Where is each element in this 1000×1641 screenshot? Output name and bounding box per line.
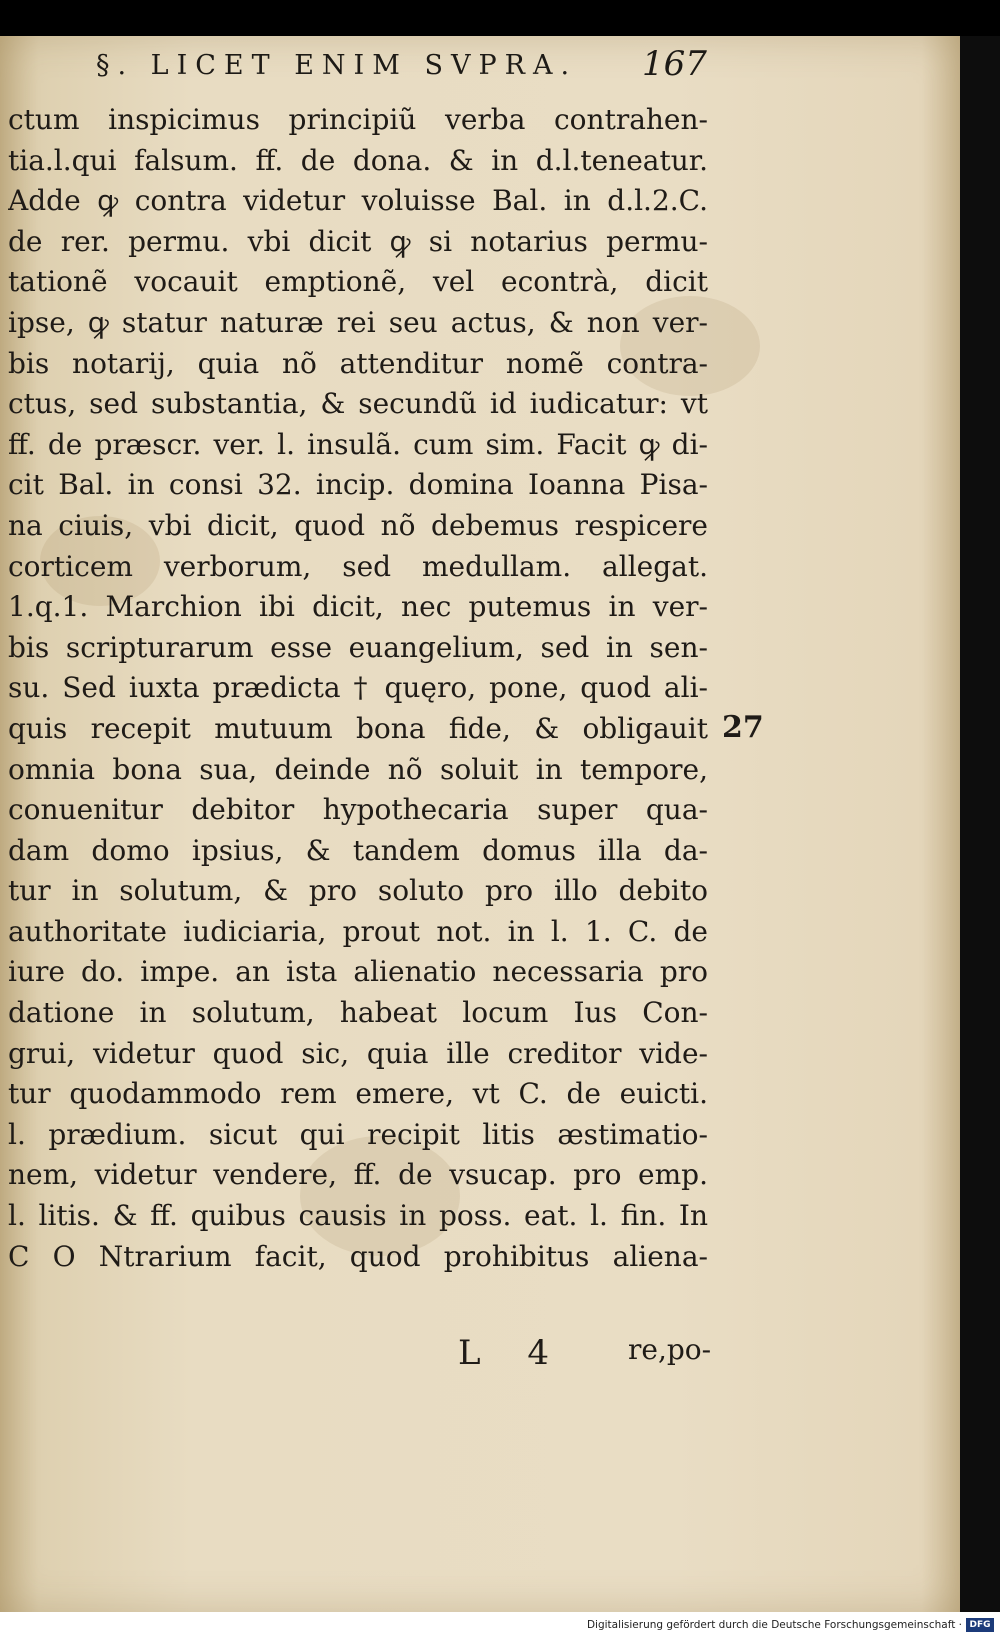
text-line: tur quodammodo rem emere, vt C. de euicti. <box>8 1077 708 1111</box>
text-line: bis scripturarum esse euangelium, sed in sen- <box>8 630 708 664</box>
text-line: na ciuis, vbi dicit, quod nõ debemus respicere <box>8 508 708 542</box>
text-line: authoritate iudiciaria, prout not. in l. 1. C. de <box>8 914 708 948</box>
page-number: 167 <box>642 44 707 84</box>
digitization-credit: Digitalisierung gefördert durch die Deutsche Forschungsgemeinschaft · <box>586 1619 962 1631</box>
text-line: cit Bal. in consi 32. incip. domina Ioanna Pisa- <box>8 468 708 502</box>
text-line: ff. de præscr. ver. l. insulã. cum sim. Facit ꝙ di- <box>8 427 708 461</box>
text-line: de rer. permu. vbi dicit ꝙ si notarius permu- <box>8 224 708 258</box>
dfg-logo: DFG <box>966 1618 994 1632</box>
running-head <box>0 44 960 90</box>
text-line: datione in solutum, habeat locum Ius Con- <box>8 996 708 1030</box>
text-line: nem, videtur vendere, ff. de vsucap. pro emp. <box>8 1158 708 1192</box>
text-line: bis notarij, quia nõ attenditur nomẽ contra- <box>8 346 708 380</box>
text-line: Adde ꝙ contra videtur voluisse Bal. in d.l.2.C. <box>8 184 708 218</box>
text-line: tur in solutum, & pro soluto pro illo debito <box>8 874 708 908</box>
text-line: conuenitur debitor hypothecaria super qua- <box>8 793 708 827</box>
text-line: l. litis. & ff. quibus causis in poss. eat. l. fin. In <box>8 1199 708 1233</box>
digitization-footer <box>0 1612 1000 1641</box>
running-title: §. LICET ENIM SVPRA. <box>96 50 578 81</box>
text-line: ctus, sed substantia, & secundũ id iudicatur: vt <box>8 387 708 421</box>
text-line: 1.q.1. Marchion ibi dicit, nec putemus in ver- <box>8 590 708 624</box>
text-line: corticem verborum, sed medullam. allegat. <box>8 549 708 583</box>
text-line: l. prædium. sicut qui recipit litis æstimatio- <box>8 1117 708 1151</box>
text-line: quis recepit mutuum bona fide, & obligauit <box>8 711 708 745</box>
text-line: C O Ntrarium facit, quod prohibitus aliena- <box>8 1239 708 1273</box>
text-line: ipse, ꝙ statur naturæ rei seu actus, & non ver- <box>8 305 708 339</box>
scan-top-border <box>0 0 1000 36</box>
text-line: grui, videtur quod sic, quia ille creditor vide- <box>8 1036 708 1070</box>
text-line: iure do. impe. an ista alienatio necessaria pro <box>8 955 708 989</box>
text-line: dam domo ipsius, & tandem domus illa da- <box>8 833 708 867</box>
signature-mark: L 4 <box>458 1333 568 1373</box>
main-text-block <box>8 100 708 1277</box>
text-line: omnia bona sua, deinde nõ soluit in tempore, <box>8 752 708 786</box>
catchword: re,po- <box>628 1333 712 1366</box>
text-line: su. Sed iuxta prædicta † quęro, pone, quod ali- <box>8 671 708 705</box>
text-line: tia.l.qui falsum. ff. de dona. & in d.l.teneatur. <box>8 143 708 177</box>
scan-right-border <box>960 36 1000 1612</box>
text-line: tationẽ vocauit emptionẽ, vel econtrà, dicit <box>8 265 708 299</box>
text-line: ctum inspicimus principiũ verba contrahen- <box>8 103 708 136</box>
margin-note-number: 27 <box>722 710 764 745</box>
